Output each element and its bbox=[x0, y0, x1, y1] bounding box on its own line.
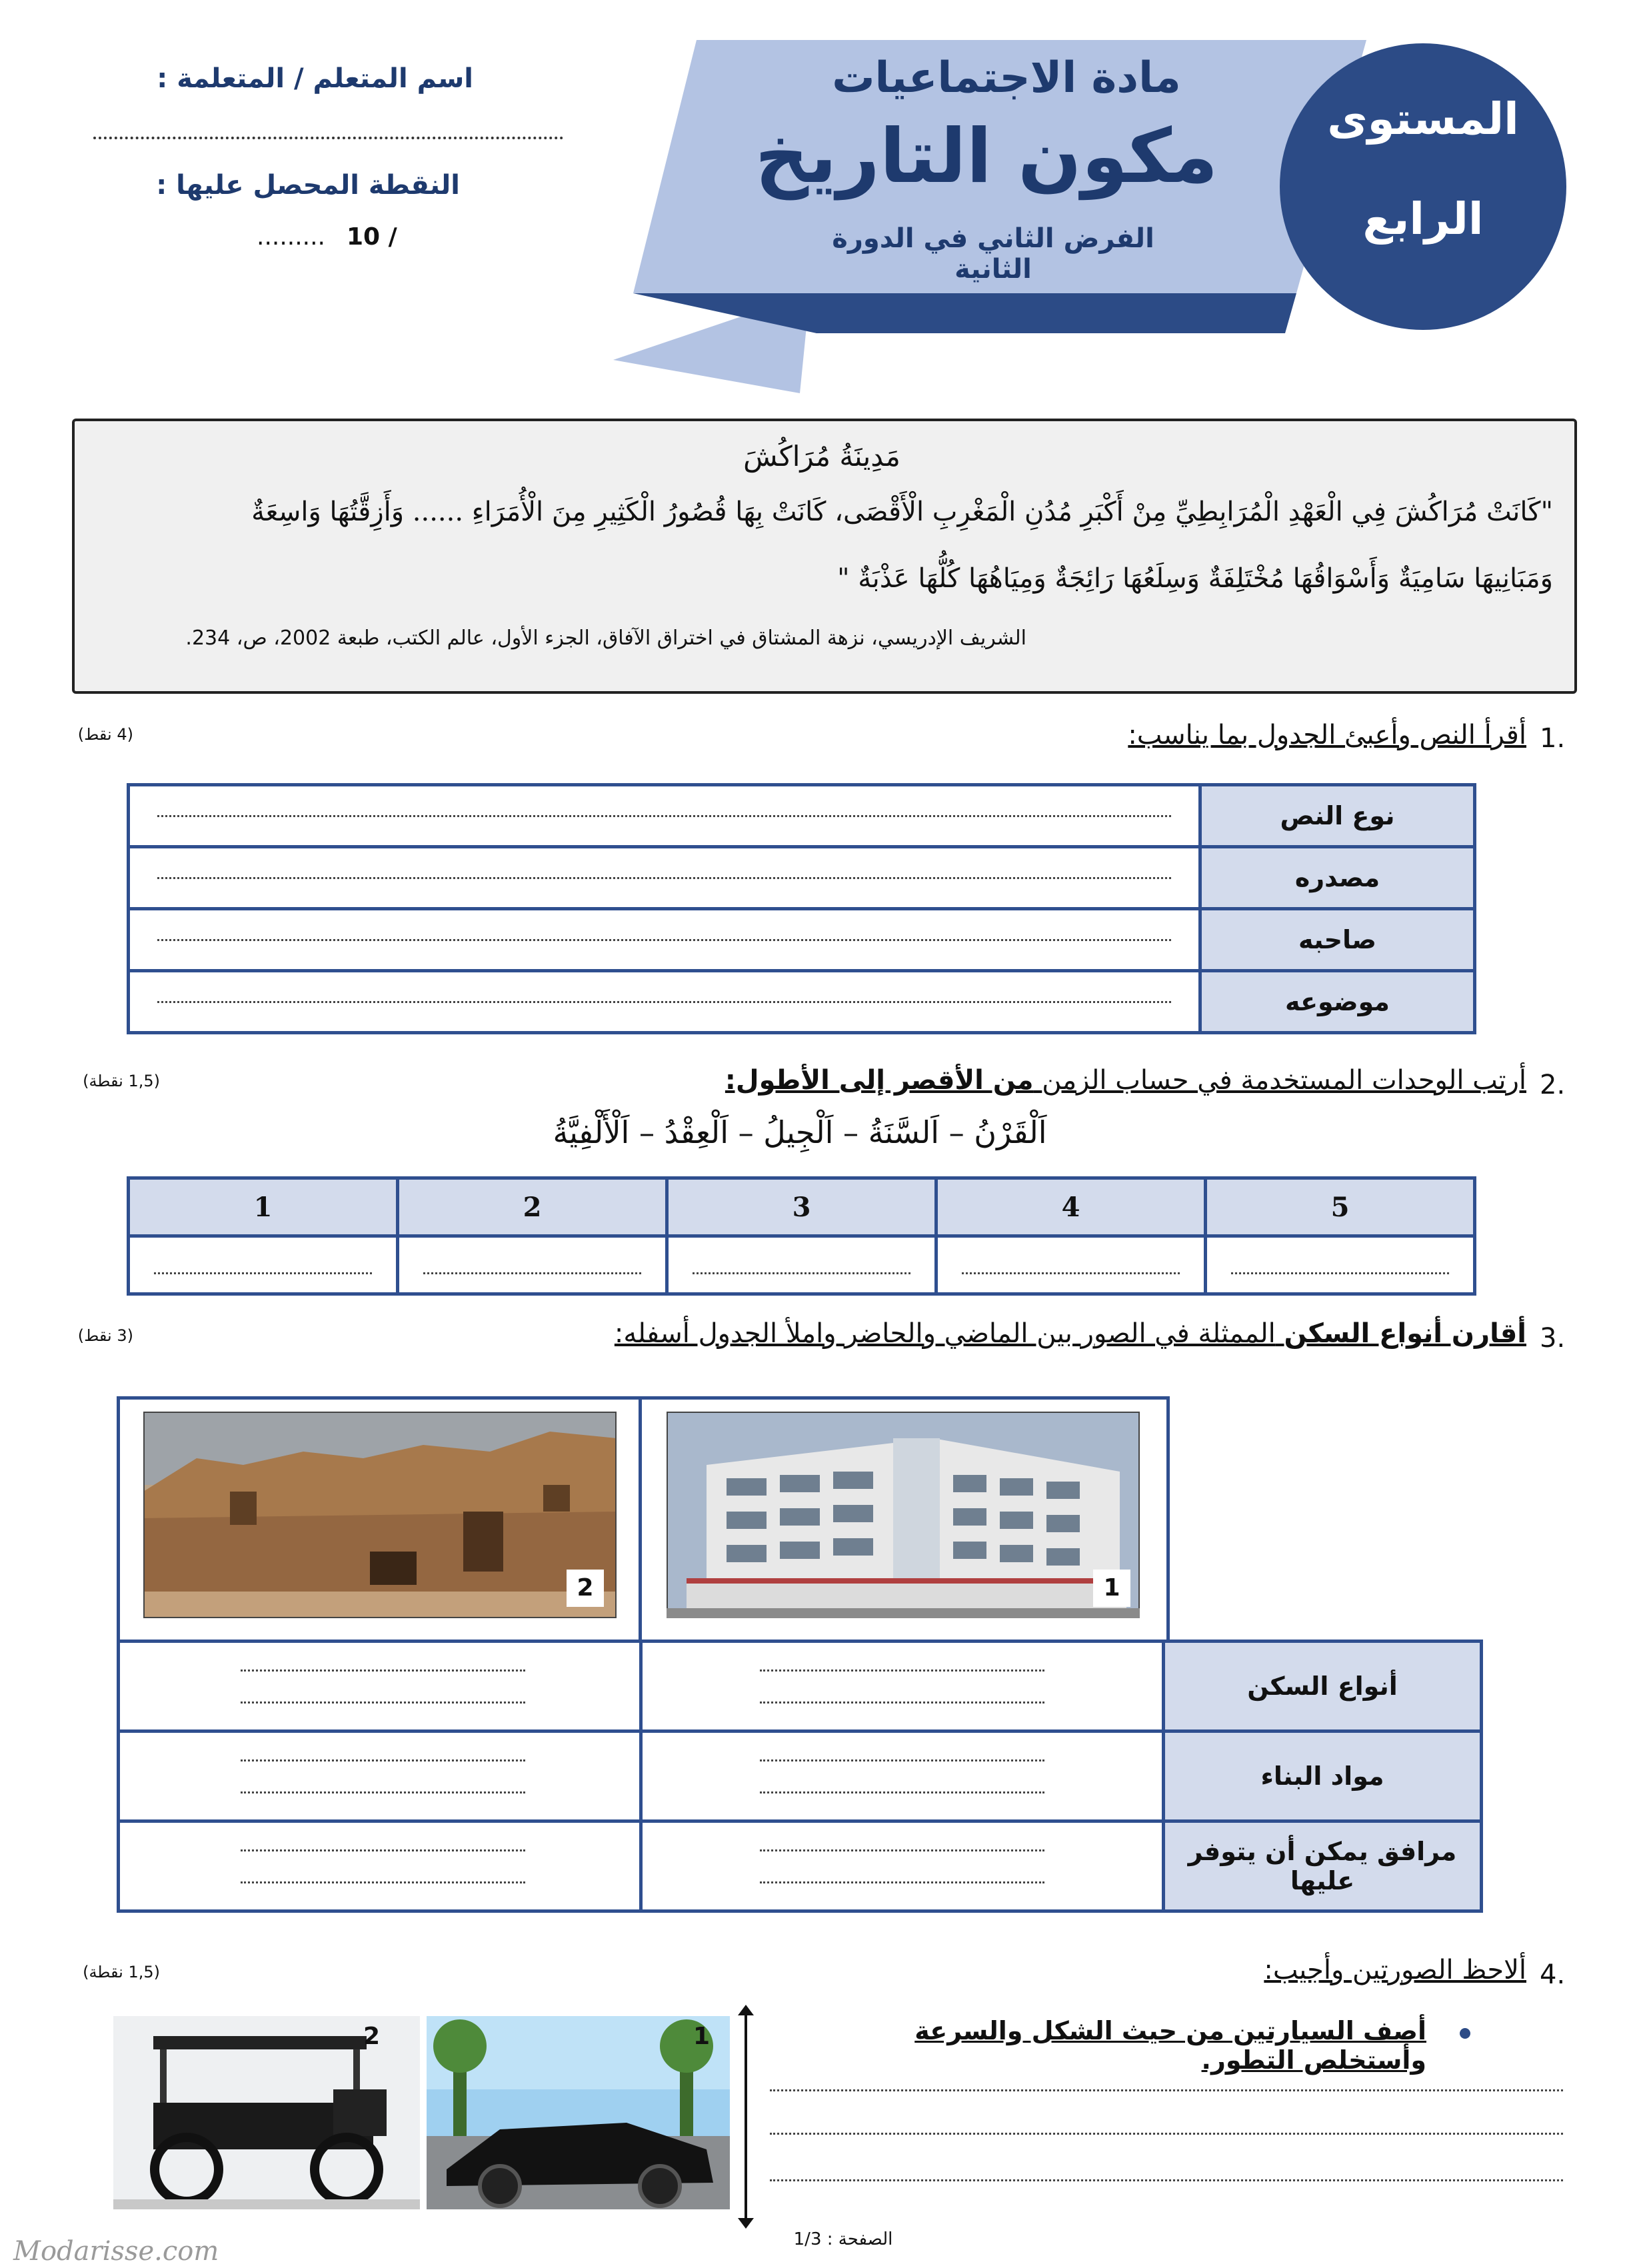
score-label: النقطة المحصل عليها : bbox=[156, 170, 460, 201]
q2-number: 2. bbox=[1540, 1070, 1566, 1100]
answer-cell[interactable] bbox=[129, 971, 1200, 1033]
table-row bbox=[129, 971, 1475, 1033]
q3-text-plain: الممثلة في الصور بين الماضي والحاضر واملأ الجدول أسفله: bbox=[614, 1318, 1276, 1349]
modern-building-photo bbox=[667, 1412, 1140, 1618]
old-mud-house-photo bbox=[143, 1412, 617, 1618]
column-header: 3 bbox=[667, 1178, 936, 1236]
arrow-up-icon bbox=[738, 2005, 754, 2015]
q3-text bbox=[614, 1318, 1526, 1349]
row-label: أنواع السكن bbox=[1164, 1642, 1482, 1731]
q1-text: أقرأ النص وأعبئ الجدول بما يناسب: bbox=[1128, 720, 1526, 750]
q4-answer-line-3[interactable] bbox=[770, 2179, 1563, 2181]
table-row bbox=[119, 1731, 1482, 1821]
test-name: الفرض الثاني في الدورة الثانية bbox=[832, 223, 1154, 285]
column-header: 5 bbox=[1206, 1178, 1475, 1236]
score-max: 10 / bbox=[347, 223, 397, 251]
table-row bbox=[119, 1821, 1482, 1911]
table-row bbox=[129, 1236, 1475, 1294]
q1-table bbox=[127, 783, 1476, 1034]
level-line2: الرابع bbox=[1362, 193, 1484, 245]
text-line2: وَمَبَانِيهَا سَامِيَةٌ وَأَسْوَاقُهَا مُخْتَلِفَةٌ وَسِلَعُهَا رَائِجَةٌ وَمِيَاهُهَا كُلُّهَا عَذْبَةٌ " bbox=[837, 563, 1553, 594]
component-title: مكون التاريخ bbox=[755, 113, 1218, 200]
answer-cell[interactable] bbox=[667, 1236, 936, 1294]
photo2-number: 2 bbox=[567, 1570, 604, 1607]
q4-points: (1,5 نقطة) bbox=[83, 1963, 160, 1981]
row-label: صاحبه bbox=[1200, 909, 1475, 971]
student-name-label: اسم المتعلم / المتعلمة : bbox=[157, 63, 473, 94]
car-photo1-number: 1 bbox=[693, 2023, 711, 2050]
modern-car-photo bbox=[427, 2016, 730, 2209]
q2-text bbox=[725, 1065, 1526, 1096]
column-header: 2 bbox=[398, 1178, 667, 1236]
photo1-number: 1 bbox=[1093, 1570, 1130, 1607]
arrow-down-icon bbox=[738, 2218, 754, 2229]
answer-cell[interactable] bbox=[398, 1236, 667, 1294]
answer-cell[interactable] bbox=[129, 785, 1200, 847]
q3-text-bold: أقارن أنواع السكن bbox=[1284, 1318, 1526, 1349]
q3-number: 3. bbox=[1540, 1323, 1566, 1354]
score-field[interactable]: ......... bbox=[257, 223, 325, 251]
answer-cell[interactable] bbox=[129, 847, 1200, 909]
text-source: الشريف الإدريسي، نزهة المشتاق في اختراق الآفاق، الجزء الأول، عالم الكتب، طبعة 2002، ص، 234. bbox=[185, 626, 1026, 650]
table-row bbox=[129, 847, 1475, 909]
level-circle bbox=[1280, 43, 1566, 330]
text-line1: "كَانَتْ مُرَاكُشَ فِي الْعَهْدِ الْمُرَابِطِيِّ مِنْ أَكْبَرِ مُدُنِ الْمَغْرِبِ الْأَقْصَى، كَانَتْ بِهَا قُصُورُ الْكَثِيرِ مِنَ الْأُمَرَاءِ ...... وَأَزِقَّتُهَا وَاسِعَةٌ bbox=[251, 497, 1553, 527]
row-label: مصدره bbox=[1200, 847, 1475, 909]
q4-number: 4. bbox=[1540, 1959, 1566, 1990]
q3-points: (3 نقط) bbox=[77, 1326, 133, 1345]
subject-title: مادة الاجتماعيات bbox=[832, 53, 1181, 103]
q1-points: (4 نقط) bbox=[77, 725, 133, 744]
q2-units: اَلْقَرْنُ – اَلسَّنَةُ – اَلْجِيلُ – اَلْعِقْدُ – اَلْأَلْفِيَّةُ bbox=[553, 1114, 1047, 1150]
column-header: 1 bbox=[129, 1178, 398, 1236]
q4-answer-line-2[interactable] bbox=[770, 2133, 1563, 2135]
page-number: الصفحة : 1/3 bbox=[793, 2229, 893, 2249]
answer-cell[interactable] bbox=[641, 1642, 1164, 1731]
q3-photos-divider bbox=[639, 1396, 642, 1643]
answer-cell[interactable] bbox=[936, 1236, 1206, 1294]
table-row bbox=[129, 1178, 1475, 1236]
q2-points: (1,5 نقطة) bbox=[83, 1072, 160, 1090]
answer-cell[interactable] bbox=[641, 1731, 1164, 1821]
row-label: نوع النص bbox=[1200, 785, 1475, 847]
table-row bbox=[119, 1642, 1482, 1731]
level-line1: المستوى bbox=[1327, 93, 1519, 145]
bullet-icon bbox=[1460, 2028, 1470, 2039]
q2-text-plain: أرتب الوحدات المستخدمة في حساب الزمن bbox=[1042, 1065, 1526, 1096]
student-name-field[interactable] bbox=[93, 137, 563, 139]
row-label: مرافق يمكن أن يتوفر عليها bbox=[1164, 1821, 1482, 1911]
car-photo2-number: 2 bbox=[363, 2023, 381, 2050]
text-title: مَدِينَةُ مُرَاكُشَ bbox=[743, 440, 900, 473]
watermark: Modarisse.com bbox=[13, 2236, 219, 2267]
answer-cell[interactable] bbox=[119, 1731, 641, 1821]
answer-cell[interactable] bbox=[119, 1642, 641, 1731]
answer-cell[interactable] bbox=[641, 1821, 1164, 1911]
q2-table bbox=[127, 1176, 1476, 1296]
q4-bullet-text: أصف السيارتين من حيث الشكل والسرعة وأستخلص التطور. bbox=[914, 2016, 1426, 2075]
q2-text-bold: من الأقصر إلى الأطول: bbox=[725, 1065, 1034, 1096]
q4-answer-line-1[interactable] bbox=[770, 2089, 1563, 2091]
q3-table bbox=[117, 1640, 1483, 1913]
table-row bbox=[129, 785, 1475, 847]
q1-number: 1. bbox=[1540, 723, 1566, 754]
q4-divider bbox=[745, 2009, 747, 2223]
column-header: 4 bbox=[936, 1178, 1206, 1236]
answer-cell[interactable] bbox=[119, 1821, 641, 1911]
row-label: مواد البناء bbox=[1164, 1731, 1482, 1821]
answer-cell[interactable] bbox=[129, 909, 1200, 971]
answer-cell[interactable] bbox=[129, 1236, 398, 1294]
q4-text: ألاحظ الصورتين وأجيب: bbox=[1264, 1955, 1526, 1985]
answer-cell[interactable] bbox=[1206, 1236, 1475, 1294]
table-row bbox=[129, 909, 1475, 971]
row-label: موضوعه bbox=[1200, 971, 1475, 1033]
